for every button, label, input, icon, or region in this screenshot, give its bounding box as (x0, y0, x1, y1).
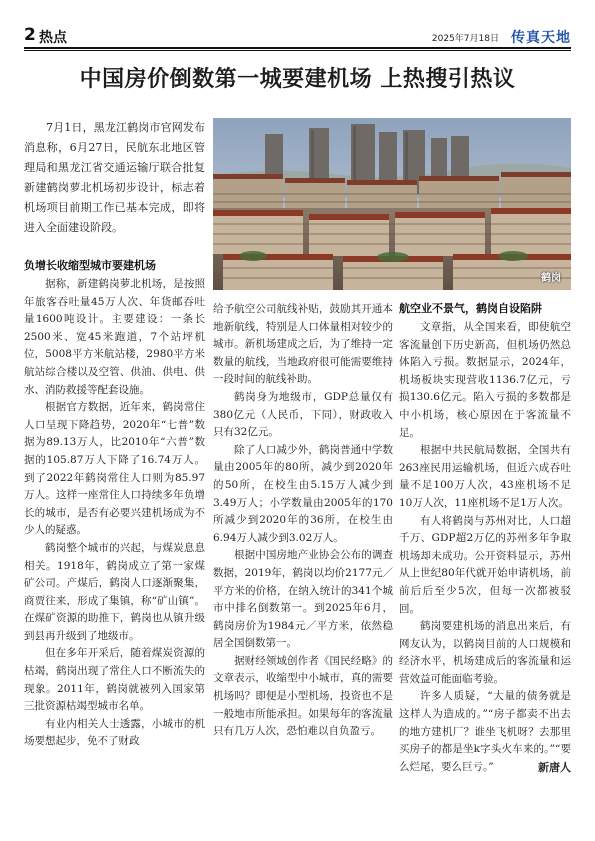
col2-paragraph: 除了人口减少外，鹤岗普通中学数量由2005年的80所，减少到2020年的50所，在校生由5.15万人减少到3.49万人；小学数量由2005年的170所减少到2020年的36所，在校生由6.94万人减少到3.02万人。 (213, 443, 393, 544)
lead-text: 7月1日，黑龙江鹤岗市官网发布消息称，6月27日，民航东北地区管理局和黑龙江省交通运输厅联合批复新建鹤岗萝北机场初步设计，标志着机场项目前期工作已基本完成，即将进入全面建设阶段。 (24, 121, 205, 234)
byline: 新唐人 (538, 761, 571, 775)
masthead-rule-thin (24, 50, 571, 51)
col1-paragraph: 根据官方数据，近年来，鹤岗常住人口呈现下降趋势，2020年“七普”数据为89.13万人，比2010年“六普”数据的105.87万人下降了16.74万人。到了2022年鹤岗常住人口则为85.97万人。这样一座常住人口持续多年负增长的城市，是否有必要兴建机场成为不少人的疑惑。 (24, 401, 205, 537)
masthead-rule (24, 47, 571, 49)
brand-logo: 传真天地 (511, 30, 571, 46)
masthead (24, 26, 571, 46)
city-photo (213, 118, 571, 290)
col1-paragraph: 鹤岗整个城市的兴起，与煤炭息息相关。1918年，鹤岗成立了第一家煤矿公司。产煤后，鹤岗人口逐渐聚集，商贾往来，形成了集镇，称“矿山镇”。在煤矿资源的助推下，鹤岗也从镇升级到县再升级到了地级市。 (24, 541, 205, 642)
col1-paragraph: 有业内相关人士透露，小城市的机场要想起步，免不了财政 (24, 717, 205, 748)
page-number: 2 (24, 25, 36, 45)
column-3 (399, 301, 571, 777)
col3-paragraph: 许多人质疑，“大量的债务就是这样人为造成的。”“房子都卖不出去的地方建机厂？谁坐飞机呀？去那里买房子的都是坐k字头火车来的。”“要么烂尾，要么巨亏。” (399, 690, 571, 773)
col3-paragraph: 有人将鹤岗与苏州对比，人口超千万、GDP超2万亿的苏州多年争取机场却未成功。公开资料显示，苏州从上世纪80年代就开始申请机场，前前后后至少5次，但每一次都被驳回。 (399, 514, 571, 615)
city-skyline-image (213, 118, 571, 290)
column-2 (213, 301, 393, 741)
col1-paragraph: 但在多年开采后，随着煤炭资源的枯竭，鹤岗出现了常住人口不断流失的现象。2011年，鹤岗就被列入国家第三批资源枯竭型城市名单。 (24, 647, 205, 713)
col3-paragraph: 根据中共民航局数据，全国共有263座民用运输机场，但近六成吞吐量不足100万人次，43座机场不足10万人次，11座机场不足1万人次。 (399, 444, 571, 509)
col2-paragraph: 据财经领域创作者《国民经略》的文章表示，收缩型中小城市，真的需要机场吗？即便是小型机场，投资也不是一般地市所能承担。如果每年的客流量只有几万人次，恐怕难以自负盈亏。 (213, 654, 393, 738)
col3-paragraph: 鹤岗要建机场的消息出来后，有网友认为，以鹤岗目前的人口规模和经济水平，机场建成后的客流量和运营效益可能面临考验。 (399, 620, 571, 685)
photo-caption: 鹤岗 (541, 273, 561, 284)
column-1 (24, 258, 205, 751)
col1-paragraph: 据称，新建鹤岗萝北机场，是按照年旅客吞吐量45万人次、年货邮吞吐量1600吨设计。主要建设：一条长2500米、宽45米跑道，7个站坪机位，5008平方米航站楼，2980平方米航站综合楼以及空管、供油、供电、供水、消防救援等配套设施。 (24, 278, 205, 396)
col3-paragraph: 文章指，从全国来看，即使航空客流量创下历史新高，但机场仍然总体陷入亏损。数据显示，2024年，机场板块实现营收1136.7亿元，亏损130.6亿元。陷入亏损的多数都是中小机场，核心原因在于客流量不足。 (399, 321, 571, 439)
issue-date: 2025年7月18日 (431, 34, 499, 44)
section-title: 热点 (39, 30, 67, 46)
col3-subheading: 航空业不景气，鹤岗自设陷阱 (399, 302, 542, 315)
col1-subheading: 负增长收缩型城市要建机场 (24, 259, 156, 272)
col2-paragraph: 给予航空公司航线补贴，鼓励其开通本地新航线，特别是人口体量相对较少的城市。新机场建成之后，为了维持一定数量的航线，当地政府很可能需要维持一段时间的航线补助。 (213, 303, 393, 386)
col2-paragraph: 根据中国房地产业协会公布的调查数据，2019年，鹤岗以均价2177元／平方米的价格，在纳入统计的341个城市中排名倒数第一。到2025年6月，鹤岗房价为1984元／平方米，依然稳居全国倒数第一。 (213, 549, 393, 650)
lead-paragraph (24, 118, 205, 238)
headline: 中国房价倒数第一城要建机场 上热搜引热议 (79, 67, 516, 92)
col2-paragraph: 鹤岗身为地级市，GDP总量仅有380亿元（人民币，下同），财政收入只有32亿元。 (213, 390, 393, 439)
